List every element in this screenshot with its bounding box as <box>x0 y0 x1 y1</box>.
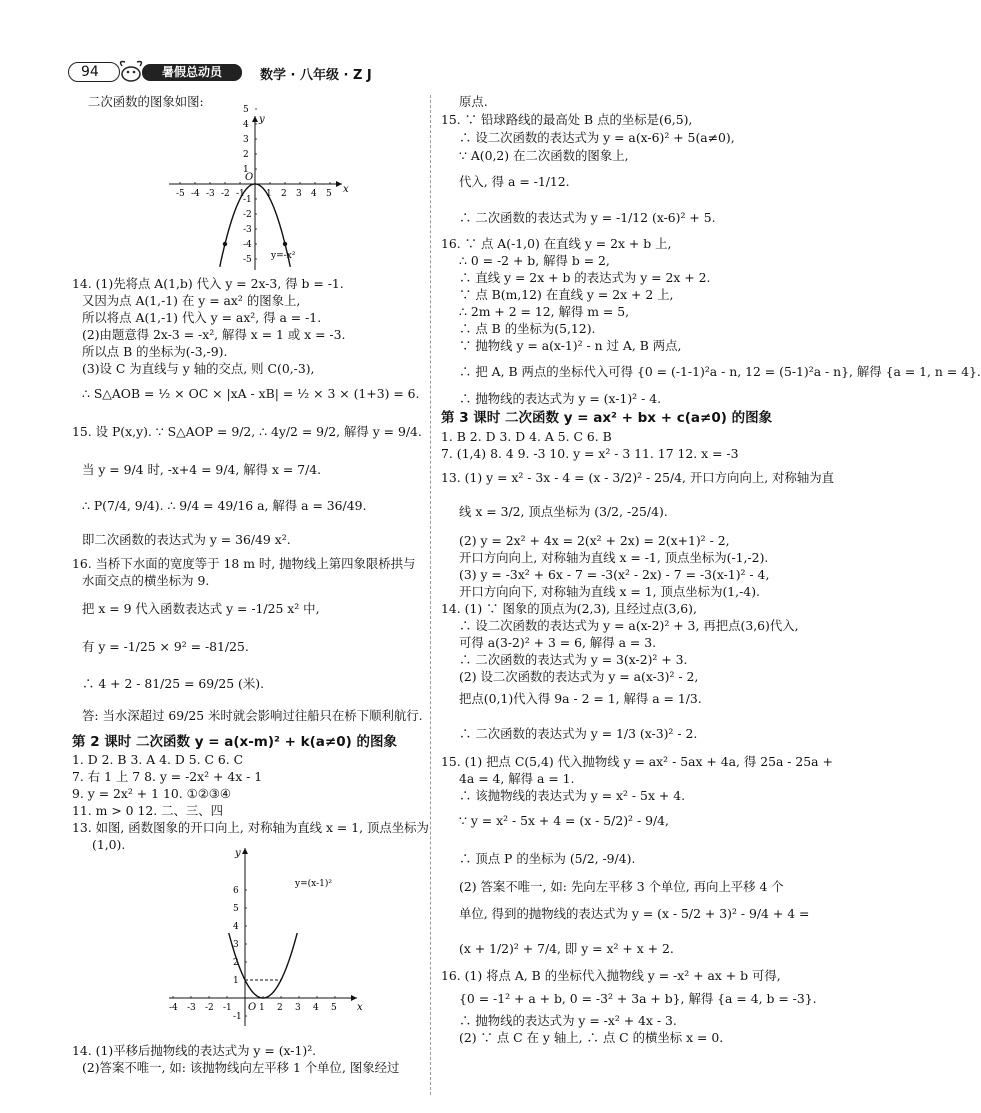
book-name-badge: 暑假总动员 <box>142 64 242 81</box>
page-number: 94 <box>81 64 99 80</box>
text-line: 4a = 4, 解得 a = 1. <box>459 771 575 786</box>
text-line: ∴ 2m + 2 = 12, 解得 m = 5, <box>459 304 630 319</box>
section-heading: 第 3 课时 二次函数 y = ax² + bx + c(a≠0) 的图象 <box>441 410 773 426</box>
text-line: 1. D 2. B 3. A 4. D 5. C 6. C <box>72 752 244 767</box>
text-line: ∵ 抛物线 y = a(x-1)² - n 过 A, B 两点, <box>459 338 682 353</box>
text-line: 当 y = 9/4 时, -x+4 = 9/4, 解得 x = 7/4. <box>82 462 322 477</box>
y-tick-label: 6 <box>233 886 239 896</box>
x-tick-label: 1 <box>259 1003 265 1013</box>
x-tick-label: -3 <box>206 189 215 199</box>
y-tick-label: 5 <box>233 904 239 914</box>
text-line: (2) 答案不唯一, 如: 先向左平移 3 个单位, 再向上平移 4 个 <box>459 879 784 894</box>
x-tick-label: 3 <box>295 1003 301 1013</box>
y-tick-label: 4 <box>243 120 249 130</box>
x-tick-label: 5 <box>326 189 332 199</box>
x-tick-label: 2 <box>281 189 287 199</box>
y-tick-label: -2 <box>243 210 252 220</box>
text-line: 7. (1,4) 8. 4 9. -3 10. y = x² - 3 11. 17 12. x = -3 <box>441 446 739 461</box>
x-tick-label: -4 <box>169 1003 178 1013</box>
text-line: ∴ 设二次函数的表达式为 y = a(x-6)² + 5(a≠0), <box>459 130 735 145</box>
text-line: 水面交点的横坐标为 9. <box>82 573 210 588</box>
x-tick-label: 4 <box>311 189 317 199</box>
x-tick-label: 4 <box>313 1003 319 1013</box>
text-line: (2)答案不唯一, 如: 该抛物线向左平移 1 个单位, 图象经过 <box>82 1060 400 1075</box>
text-line: 15. (1) 把点 C(5,4) 代入抛物线 y = ax² - 5ax + 4a, 得 25a - 25a + <box>441 754 833 769</box>
text-line: (2) 设二次函数的表达式为 y = a(x-3)² - 2, <box>459 669 699 684</box>
y-tick-label: -3 <box>243 225 252 235</box>
y-axis-label: y <box>235 848 241 859</box>
column-divider <box>430 95 431 1095</box>
y-tick-label: 5 <box>243 105 249 115</box>
text-line: ∵ A(0,2) 在二次函数的图象上, <box>459 148 629 163</box>
text-line: 16. (1) 将点 A, B 的坐标代入抛物线 y = -x² + ax + b 可得, <box>441 968 781 983</box>
subject-title: 数学 · 八年级 · Z J <box>260 68 372 83</box>
text-line: 所以将点 A(1,-1) 代入 y = ax², 得 a = -1. <box>82 310 322 325</box>
y-tick-label: 2 <box>233 958 239 968</box>
x-tick-label: 3 <box>296 189 302 199</box>
text-line: 开口方向向下, 对称轴为直线 x = 1, 顶点坐标为(1,-4). <box>459 584 760 599</box>
text-line: ∴ S△AOB = ½ × OC × |xA - xB| = ½ × 3 × (1+3) = 6. <box>82 386 420 401</box>
x-tick-label: -5 <box>176 189 185 199</box>
x-axis-label: x <box>343 184 349 195</box>
origin-label: O <box>245 172 254 183</box>
y-tick-label: 2 <box>243 150 249 160</box>
text-line: ∴ 0 = -2 + b, 解得 b = 2, <box>459 253 610 268</box>
text-line: 有 y = -1/25 × 9² = -81/25. <box>82 639 249 654</box>
text-line: 即二次函数的表达式为 y = 36/49 x². <box>82 532 291 547</box>
text-line: 11. m > 0 12. 二、三、四 <box>72 803 224 818</box>
y-tick-label: 3 <box>233 940 239 950</box>
text-line: 14. (1) ∵ 图象的顶点为(2,3), 且经过点(3,6), <box>441 601 697 616</box>
text-line: ∴ 该抛物线的表达式为 y = x² - 5x + 4. <box>459 788 686 803</box>
text-line: 二次函数的图象如图: <box>88 94 204 109</box>
text-line: (3) y = -3x² + 6x - 7 = -3(x² - 2x) - 7 = -3(x-1)² - 4, <box>459 567 770 582</box>
text-line: 所以点 B 的坐标为(-3,-9). <box>82 344 228 359</box>
text-line: 又因为点 A(1,-1) 在 y = ax² 的图象上, <box>82 293 301 308</box>
graph-y-x-minus-1-squared <box>167 844 367 1029</box>
text-line: 把 x = 9 代入函数表达式 y = -1/25 x² 中, <box>82 601 320 616</box>
curve-label: y=(x-1)² <box>295 879 332 889</box>
text-line: 线 x = 3/2, 顶点坐标为 (3/2, -25/4). <box>459 504 668 519</box>
page-header <box>68 58 398 84</box>
curve-point <box>283 242 287 246</box>
text-line: 开口方向向上, 对称轴为直线 x = -1, 顶点坐标为(-1,-2). <box>459 550 769 565</box>
x-tick-label: 1 <box>266 189 272 199</box>
text-line: ∴ 二次函数的表达式为 y = 3(x-2)² + 3. <box>459 652 688 667</box>
curve-point <box>223 242 227 246</box>
text-line: 原点. <box>459 94 488 109</box>
x-tick-label: 2 <box>277 1003 283 1013</box>
x-tick-label: -2 <box>205 1003 214 1013</box>
origin-label: O <box>248 1002 257 1013</box>
y-tick-label: -1 <box>243 195 252 205</box>
text-line: (2)由题意得 2x-3 = -x², 解得 x = 1 或 x = -3. <box>82 327 346 342</box>
text-line: 14. (1)平移后抛物线的表达式为 y = (x-1)². <box>72 1043 317 1058</box>
x-tick-label: -4 <box>191 189 200 199</box>
text-line: 单位, 得到的抛物线的表达式为 y = (x - 5/2 + 3)² - 9/4 + 4 = <box>459 906 810 921</box>
text-line: ∴ 顶点 P 的坐标为 (5/2, -9/4). <box>459 851 636 866</box>
x-tick-label: -3 <box>187 1003 196 1013</box>
x-tick-label: 5 <box>331 1003 337 1013</box>
graph-y-neg-x-squared <box>167 105 357 272</box>
x-tick-label: -1 <box>223 1003 232 1013</box>
text-line: (2) y = 2x² + 4x = 2(x² + 2x) = 2(x+1)² - 2, <box>459 533 730 548</box>
text-line: ∴ 直线 y = 2x + b 的表达式为 y = 2x + 2. <box>459 270 711 285</box>
text-line: 7. 右 1 上 7 8. y = -2x² + 4x - 1 <box>72 769 263 784</box>
parabola-curve <box>229 933 297 998</box>
text-line: (3)设 C 为直线与 y 轴的交点, 则 C(0,-3), <box>82 361 315 376</box>
text-line: 16. ∵ 点 A(-1,0) 在直线 y = 2x + b 上, <box>441 236 672 251</box>
text-line: 14. (1)先将点 A(1,b) 代入 y = 2x-3, 得 b = -1. <box>72 276 344 291</box>
y-tick-label: 1 <box>243 165 249 175</box>
text-line: (2) ∵ 点 C 在 y 轴上, ∴ 点 C 的横坐标 x = 0. <box>459 1030 724 1045</box>
text-line: 15. 设 P(x,y). ∵ S△AOP = 9/2, ∴ 4y/2 = 9/2, 解得 y = 9/4. <box>72 424 422 439</box>
y-axis-label: y <box>259 114 265 125</box>
curve-label: y=-x² <box>271 251 296 261</box>
text-line: 1. B 2. D 3. D 4. A 5. C 6. B <box>441 429 612 444</box>
text-line: ∴ 把 A, B 两点的坐标代入可得 {0 = (-1-1)²a - n, 12 = (5-1)²a - n}, 解得 {a = 1, n = 4}. <box>459 364 981 379</box>
text-line: (x + 1/2)² + 7/4, 即 y = x² + x + 2. <box>459 941 674 956</box>
x-tick-label: -1 <box>236 189 245 199</box>
page-number-badge <box>68 62 120 82</box>
y-tick-label: 1 <box>233 976 239 986</box>
x-tick-label: -2 <box>221 189 230 199</box>
text-line: ∴ 二次函数的表达式为 y = 1/3 (x-3)² - 2. <box>459 726 698 741</box>
text-line: 15. ∵ 铅球路线的最高处 B 点的坐标是(6,5), <box>441 112 693 127</box>
text-line: {0 = -1² + a + b, 0 = -3² + 3a + b}, 解得 {a = 4, b = -3}. <box>459 991 817 1006</box>
text-line: ∴ P(7/4, 9/4). ∴ 9/4 = 49/16 a, 解得 a = 36/49. <box>82 498 367 513</box>
section-heading: 第 2 课时 二次函数 y = a(x-m)² + k(a≠0) 的图象 <box>72 734 397 750</box>
y-tick-label: 4 <box>233 922 239 932</box>
x-axis-label: x <box>357 1002 363 1013</box>
text-line: 13. 如图, 函数图象的开口向上, 对称轴为直线 x = 1, 顶点坐标为 <box>72 820 429 835</box>
text-line: 答: 当水深超过 69/25 米时就会影响过往船只在桥下顺利航行. <box>82 708 423 723</box>
text-line: ∴ 设二次函数的表达式为 y = a(x-2)² + 3, 再把点(3,6)代入, <box>459 618 799 633</box>
text-line: ∴ 4 + 2 - 81/25 = 69/25 (米). <box>82 676 265 691</box>
text-line: 可得 a(3-2)² + 3 = 6, 解得 a = 3. <box>459 635 657 650</box>
text-line: ∴ 二次函数的表达式为 y = -1/12 (x-6)² + 5. <box>459 210 716 225</box>
text-line: ∵ y = x² - 5x + 4 = (x - 5/2)² - 9/4, <box>459 813 669 828</box>
y-tick-label: -1 <box>233 1012 242 1022</box>
text-line: 13. (1) y = x² - 3x - 4 = (x - 3/2)² - 25/4, 开口方向向上, 对称轴为直 <box>441 470 835 485</box>
text-line: ∵ 点 B(m,12) 在直线 y = 2x + 2 上, <box>459 287 674 302</box>
y-tick-label: 3 <box>243 135 249 145</box>
y-tick-label: -4 <box>243 240 252 250</box>
text-line: ∴ 抛物线的表达式为 y = -x² + 4x - 3. <box>459 1013 677 1028</box>
text-line: (1,0). <box>92 837 126 852</box>
text-line: ∴ 抛物线的表达式为 y = (x-1)² - 4. <box>459 391 662 406</box>
text-line: ∴ 点 B 的坐标为(5,12). <box>459 321 596 336</box>
text-line: 16. 当桥下水面的宽度等于 18 m 时, 抛物线上第四象限桥拱与 <box>72 556 416 571</box>
text-line: 代入, 得 a = -1/12. <box>459 174 570 189</box>
y-tick-label: -5 <box>243 255 252 265</box>
text-line: 9. y = 2x² + 1 10. ①②③④ <box>72 786 232 801</box>
text-line: 把点(0,1)代入得 9a - 2 = 1, 解得 a = 1/3. <box>459 691 702 706</box>
